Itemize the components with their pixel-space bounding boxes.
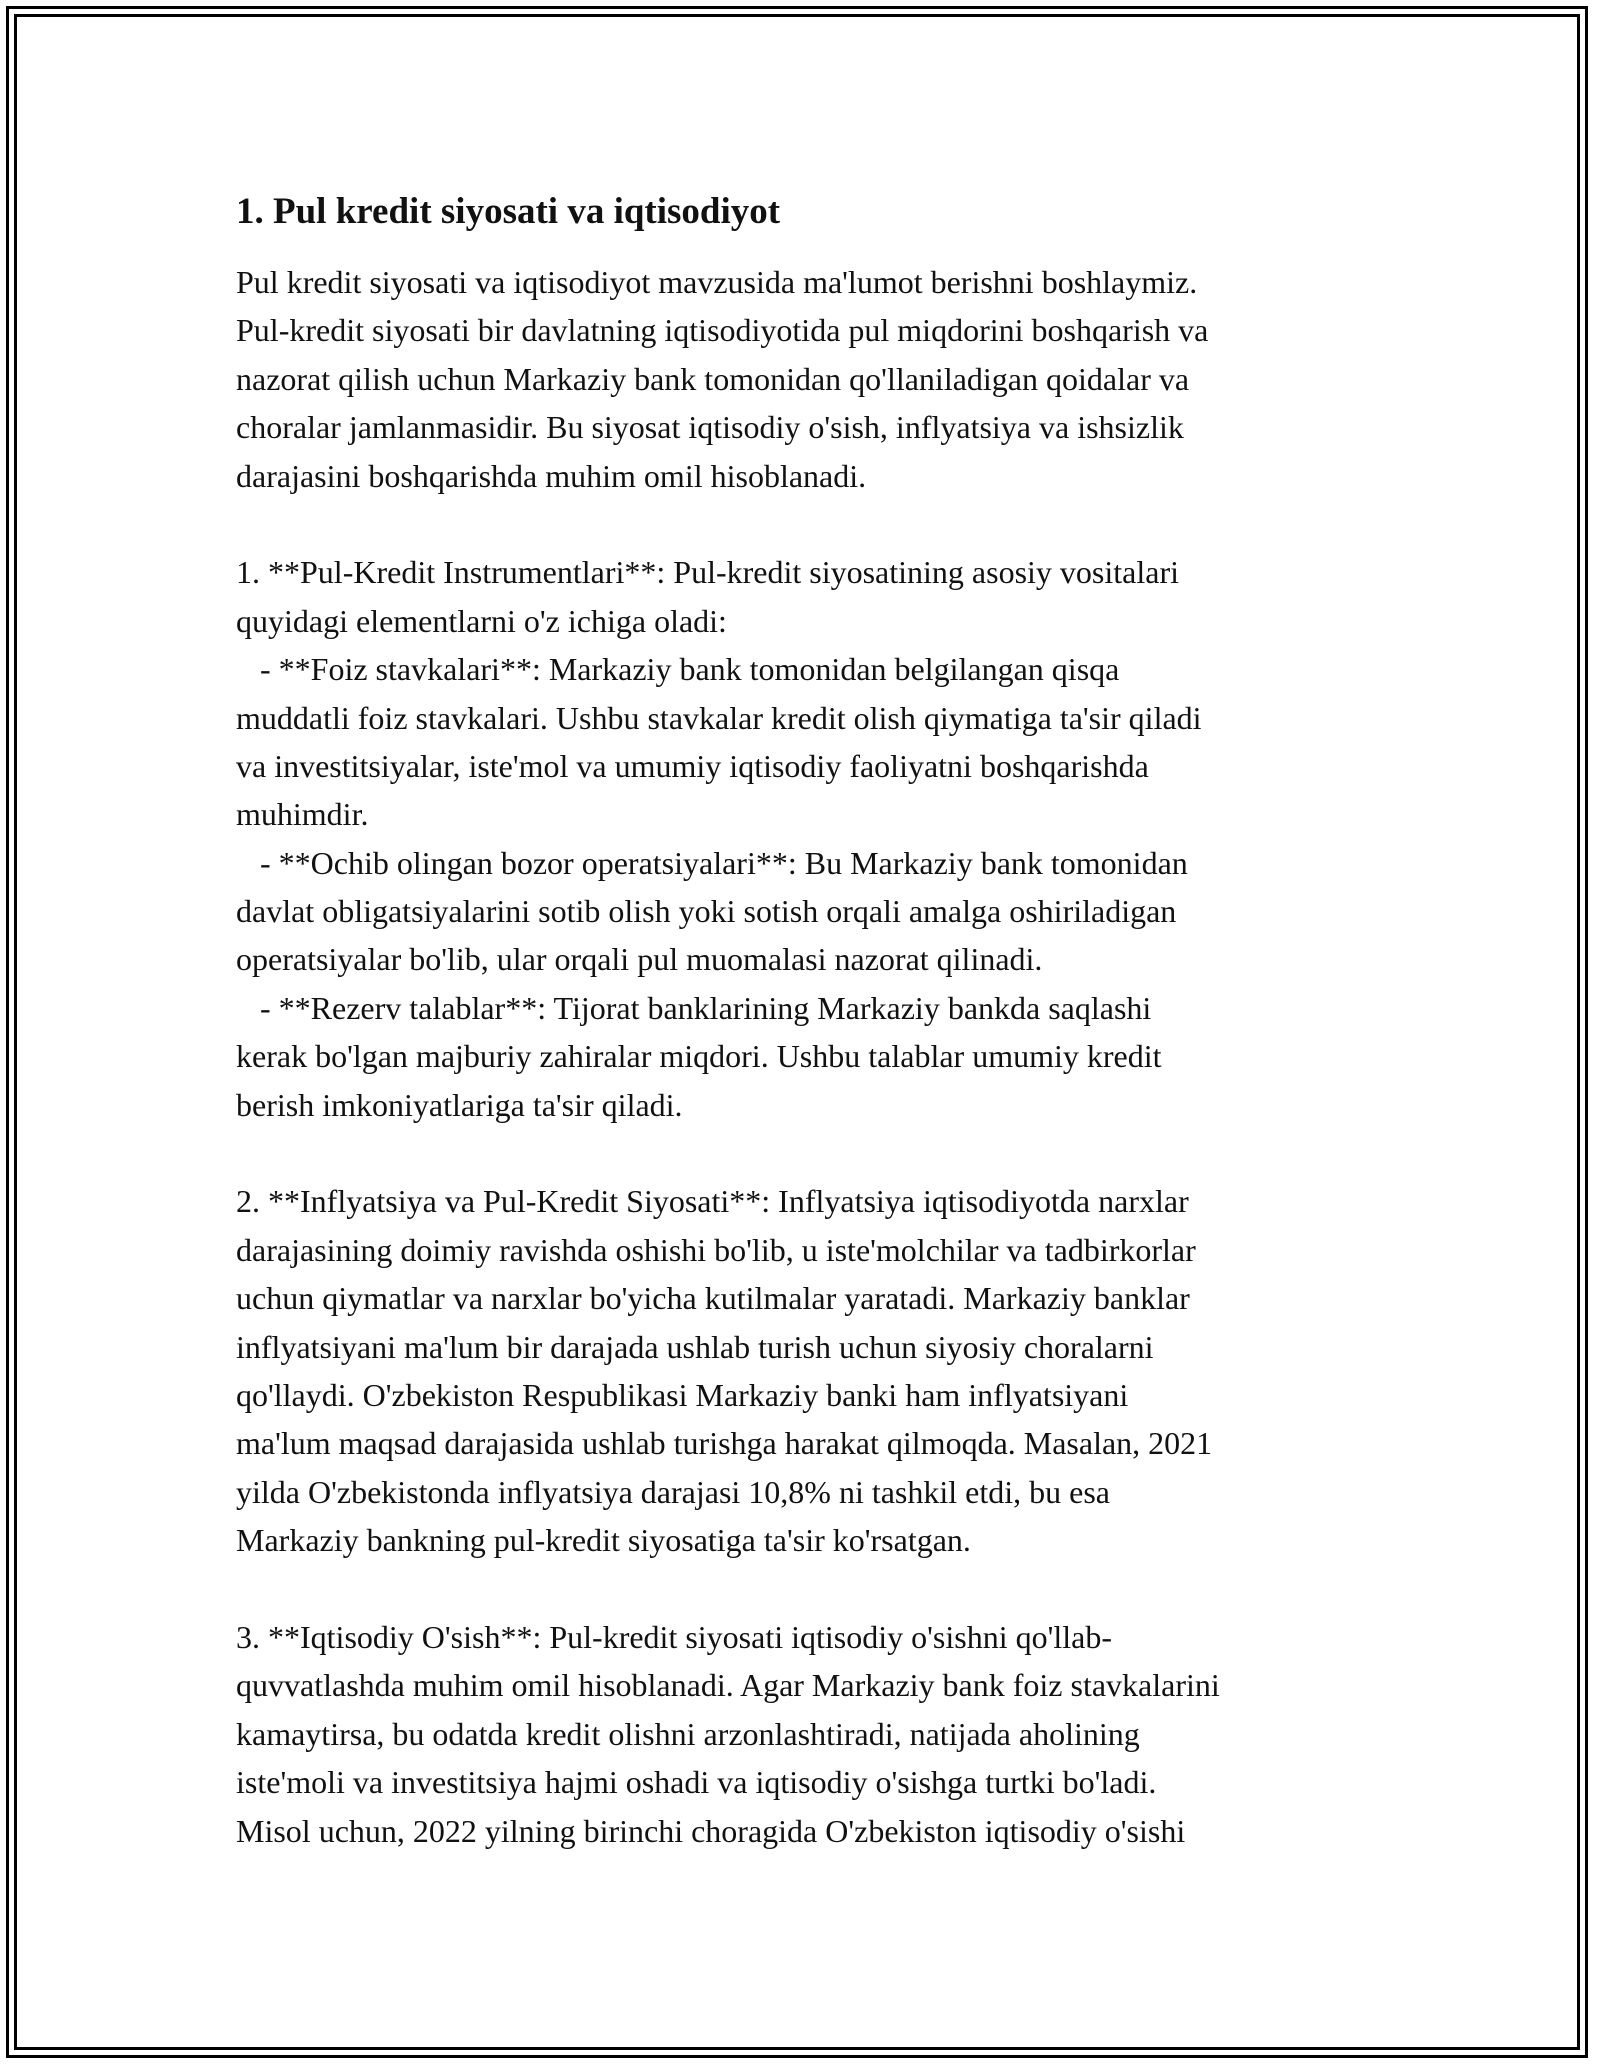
text-line: ma'lum maqsad darajasida ushlab turishga harakat qilmoqda. Masalan, 2021 <box>236 1425 1213 1462</box>
text-line: - **Ochib olingan bozor operatsiyalari**: Bu Markaziy bank tomonidan <box>236 844 1188 881</box>
text-line: - **Foiz stavkalari**: Markaziy bank tomonidan belgilangan qisqa <box>236 651 1120 688</box>
text-line: uchun qiymatlar va narxlar bo'yicha kutilmalar yaratadi. Markaziy banklar <box>236 1280 1190 1317</box>
page-title: 1. Pul kredit siyosati va iqtisodiyot <box>236 191 781 232</box>
document-body <box>236 258 1376 1855</box>
text-line: muddatli foiz stavkalari. Ushbu stavkalar kredit olish qiymatiga ta'sir qiladi <box>236 699 1202 736</box>
text-line: kerak bo'lgan majburiy zahiralar miqdori. Ushbu talablar umumiy kredit <box>236 1038 1162 1075</box>
text-line: qo'llaydi. O'zbekiston Respublikasi Markaziy banki ham inflyatsiyani <box>236 1376 1129 1413</box>
text-line: Markaziy bankning pul-kredit siyosatiga ta'sir ko'rsatgan. <box>236 1522 971 1559</box>
text-line: darajasining doimiy ravishda oshishi bo'lib, u iste'molchilar va tadbirkorlar <box>236 1231 1196 1268</box>
text-line: - **Rezerv talablar**: Tijorat banklarining Markaziy bankda saqlashi <box>236 989 1152 1026</box>
text-line: choralar jamlanmasidir. Bu siyosat iqtisodiy o'sish, inflyatsiya va ishsizlik <box>236 409 1184 446</box>
document-page <box>236 188 1376 1855</box>
text-line: davlat obligatsiyalarini sotib olish yoki sotish orqali amalga oshiriladigan <box>236 893 1177 930</box>
text-line: quyidagi elementlarni o'z ichiga oladi: <box>236 602 727 639</box>
blank-line <box>236 1565 1376 1613</box>
text-line: inflyatsiyani ma'lum bir darajada ushlab turish uchun siyosiy choralarni <box>236 1328 1154 1365</box>
text-line: 1. **Pul-Kredit Instrumentlari**: Pul-kredit siyosatining asosiy vositalari <box>236 554 1179 591</box>
text-line: Pul kredit siyosati va iqtisodiyot mavzusida ma'lumot berishni boshlaymiz. <box>236 264 1198 300</box>
text-line: operatsiyalar bo'lib, ular orqali pul muomalasi nazorat qilinadi. <box>236 941 1043 978</box>
text-line: Misol uchun, 2022 yilning birinchi choragida O'zbekiston iqtisodiy o'sishi <box>236 1812 1186 1849</box>
text-line: 3. **Iqtisodiy O'sish**: Pul-kredit siyosati iqtisodiy o'sishni qo'llab- <box>236 1618 1112 1655</box>
text-line: 2. **Inflyatsiya va Pul-Kredit Siyosati**: Inflyatsiya iqtisodiyotda narxlar <box>236 1183 1189 1220</box>
text-line: va investitsiyalar, iste'mol va umumiy iqtisodiy faoliyatni boshqarishda <box>236 747 1149 784</box>
text-line: Pul-kredit siyosati bir davlatning iqtisodiyotida pul miqdorini boshqarish va <box>236 312 1209 349</box>
text-line: yilda O'zbekistonda inflyatsiya darajasi 10,8% ni tashkil etdi, bu esa <box>236 1473 1110 1510</box>
text-line: darajasini boshqarishda muhim omil hisoblanadi. <box>236 457 867 494</box>
blank-line <box>236 1129 1376 1177</box>
text-line: kamaytirsa, bu odatda kredit olishni arzonlashtiradi, natijada aholining <box>236 1715 1140 1752</box>
text-line: muhimdir. <box>236 796 369 833</box>
blank-line <box>236 500 1376 548</box>
text-line: nazorat qilish uchun Markaziy bank tomonidan qo'llaniladigan qoidalar va <box>236 360 1190 397</box>
text-line: berish imkoniyatlariga ta'sir qiladi. <box>236 1086 683 1123</box>
text-line: iste'moli va investitsiya hajmi oshadi va iqtisodiy o'sishga turtki bo'ladi. <box>236 1764 1157 1801</box>
text-line: quvvatlashda muhim omil hisoblanadi. Agar Markaziy bank foiz stavkalarini <box>236 1667 1220 1704</box>
